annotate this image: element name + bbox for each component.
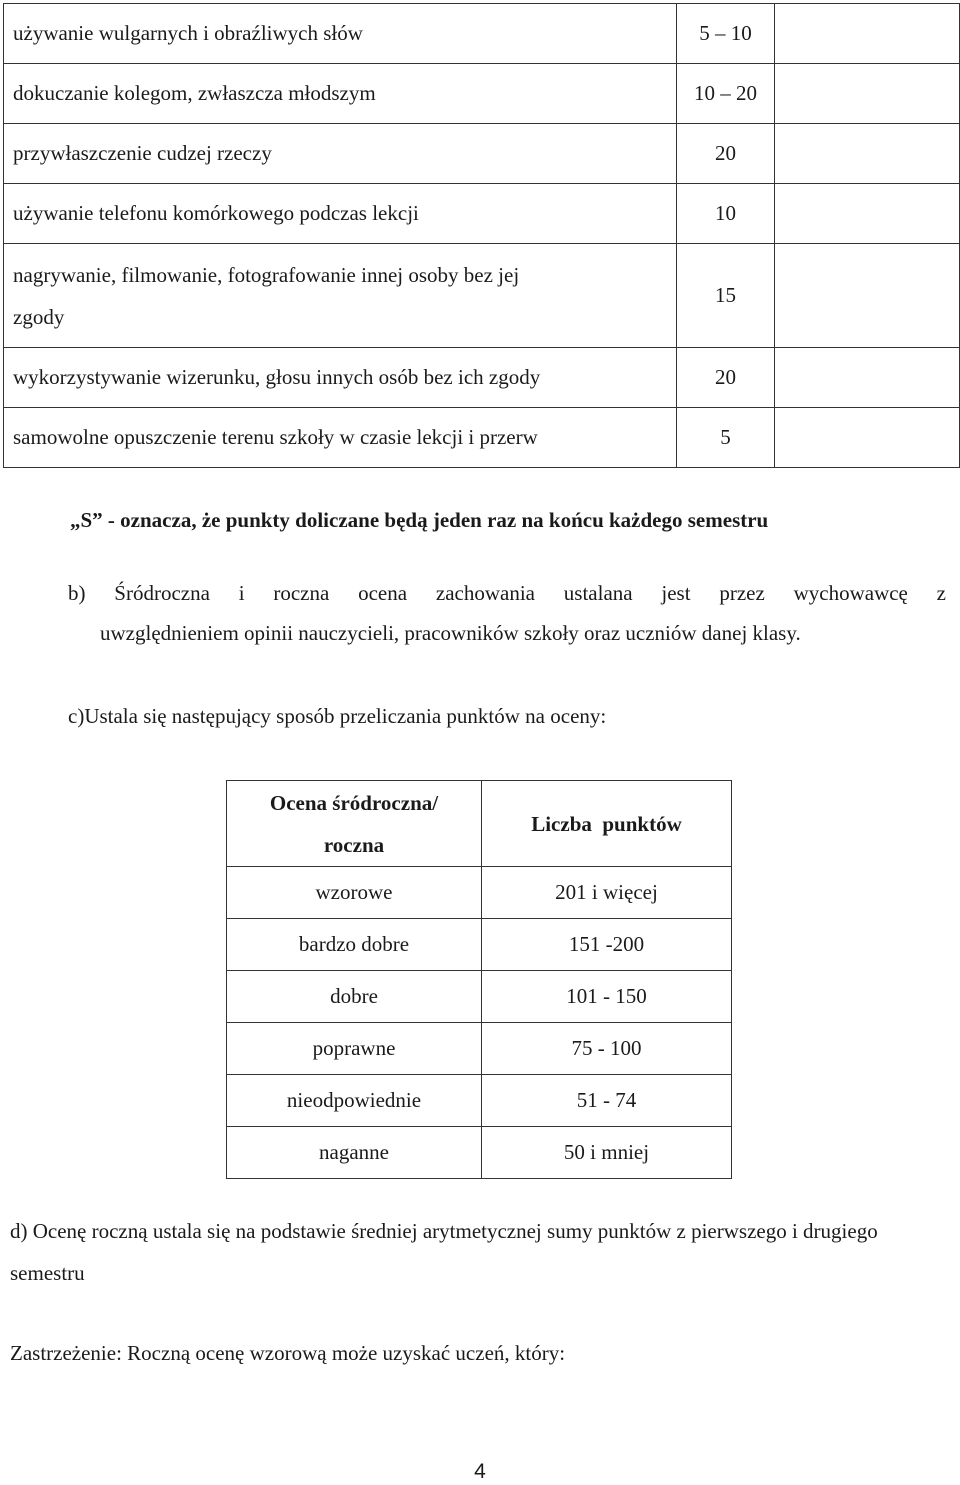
behavior-points-table xyxy=(3,3,960,468)
points-range-cell: 101 - 150 xyxy=(482,971,732,1023)
table-row xyxy=(227,1023,732,1075)
behavior-description-line: zgody xyxy=(13,304,65,329)
points-range-cell: 201 i więcej xyxy=(482,867,732,919)
table-row xyxy=(227,919,732,971)
header-line: roczna xyxy=(323,832,385,857)
points-range-cell: 50 i mniej xyxy=(482,1127,732,1179)
grade-cell: nieodpowiednie xyxy=(227,1075,482,1127)
column-header-points: Liczba punktów xyxy=(482,781,732,867)
paragraph-c: c)Ustala się następujący sposób przeliczania punktów na oceny: xyxy=(68,704,607,728)
empty-cell xyxy=(775,408,960,468)
grade-cell: dobre xyxy=(227,971,482,1023)
header-line: Ocena śródroczna/ xyxy=(269,790,439,815)
semester-note: „S” - oznacza, że punkty doliczane będą jeden raz na końcu każdego semestru xyxy=(70,508,769,532)
grade-cell: naganne xyxy=(227,1127,482,1179)
behavior-points: 20 xyxy=(677,348,775,408)
table-row xyxy=(4,184,960,244)
table-row xyxy=(4,244,960,348)
behavior-description: dokuczanie kolegom, zwłaszcza młodszym xyxy=(4,64,677,124)
page-number: 4 xyxy=(474,1460,486,1483)
table-row xyxy=(4,64,960,124)
table-row xyxy=(4,348,960,408)
behavior-points: 10 xyxy=(677,184,775,244)
behavior-points: 5 xyxy=(677,408,775,468)
paragraph-d: d) Ocenę roczną ustala się na podstawie średniej arytmetycznej sumy punktów z pierwszego i drugiego semestru xyxy=(10,1219,878,1285)
behavior-points: 5 – 10 xyxy=(677,4,775,64)
behavior-description-line: nagrywanie, filmowanie, fotografowanie innej osoby bez jej xyxy=(13,262,520,287)
empty-cell xyxy=(775,244,960,348)
behavior-description: używanie telefonu komórkowego podczas lekcji xyxy=(4,184,677,244)
empty-cell xyxy=(775,124,960,184)
grade-conversion-table xyxy=(226,780,732,1179)
table-row xyxy=(4,408,960,468)
behavior-points: 10 – 20 xyxy=(677,64,775,124)
behavior-description: używanie wulgarnych i obraźliwych słów xyxy=(4,4,677,64)
behavior-description: przywłaszczenie cudzej rzeczy xyxy=(4,124,677,184)
paragraph-b-line: b) Śródroczna i roczna ocena zachowania ustalana jest przez wychowawcę z xyxy=(68,581,946,605)
column-header-grade xyxy=(227,781,482,867)
paragraph-b-line: uwzględnieniem opinii nauczycieli, pracowników szkoły oraz uczniów danej klasy. xyxy=(100,621,801,645)
table-row xyxy=(4,4,960,64)
table-row xyxy=(4,124,960,184)
grade-cell: wzorowe xyxy=(227,867,482,919)
empty-cell xyxy=(775,4,960,64)
table-header-row xyxy=(227,781,732,867)
empty-cell xyxy=(775,64,960,124)
behavior-points: 20 xyxy=(677,124,775,184)
behavior-description xyxy=(4,244,677,348)
behavior-description: wykorzystywanie wizerunku, głosu innych osób bez ich zgody xyxy=(4,348,677,408)
table-row xyxy=(227,1127,732,1179)
points-range-cell: 51 - 74 xyxy=(482,1075,732,1127)
points-range-cell: 151 -200 xyxy=(482,919,732,971)
table-row xyxy=(227,971,732,1023)
grade-cell: bardzo dobre xyxy=(227,919,482,971)
paragraph-reservation: Zastrzeżenie: Roczną ocenę wzorową może uzyskać uczeń, który: xyxy=(10,1341,566,1365)
points-range-cell: 75 - 100 xyxy=(482,1023,732,1075)
empty-cell xyxy=(775,348,960,408)
behavior-points: 15 xyxy=(677,244,775,348)
empty-cell xyxy=(775,184,960,244)
table-row xyxy=(227,867,732,919)
table-row xyxy=(227,1075,732,1127)
paragraph-b xyxy=(68,573,946,653)
behavior-description: samowolne opuszczenie terenu szkoły w czasie lekcji i przerw xyxy=(4,408,677,468)
grade-cell: poprawne xyxy=(227,1023,482,1075)
